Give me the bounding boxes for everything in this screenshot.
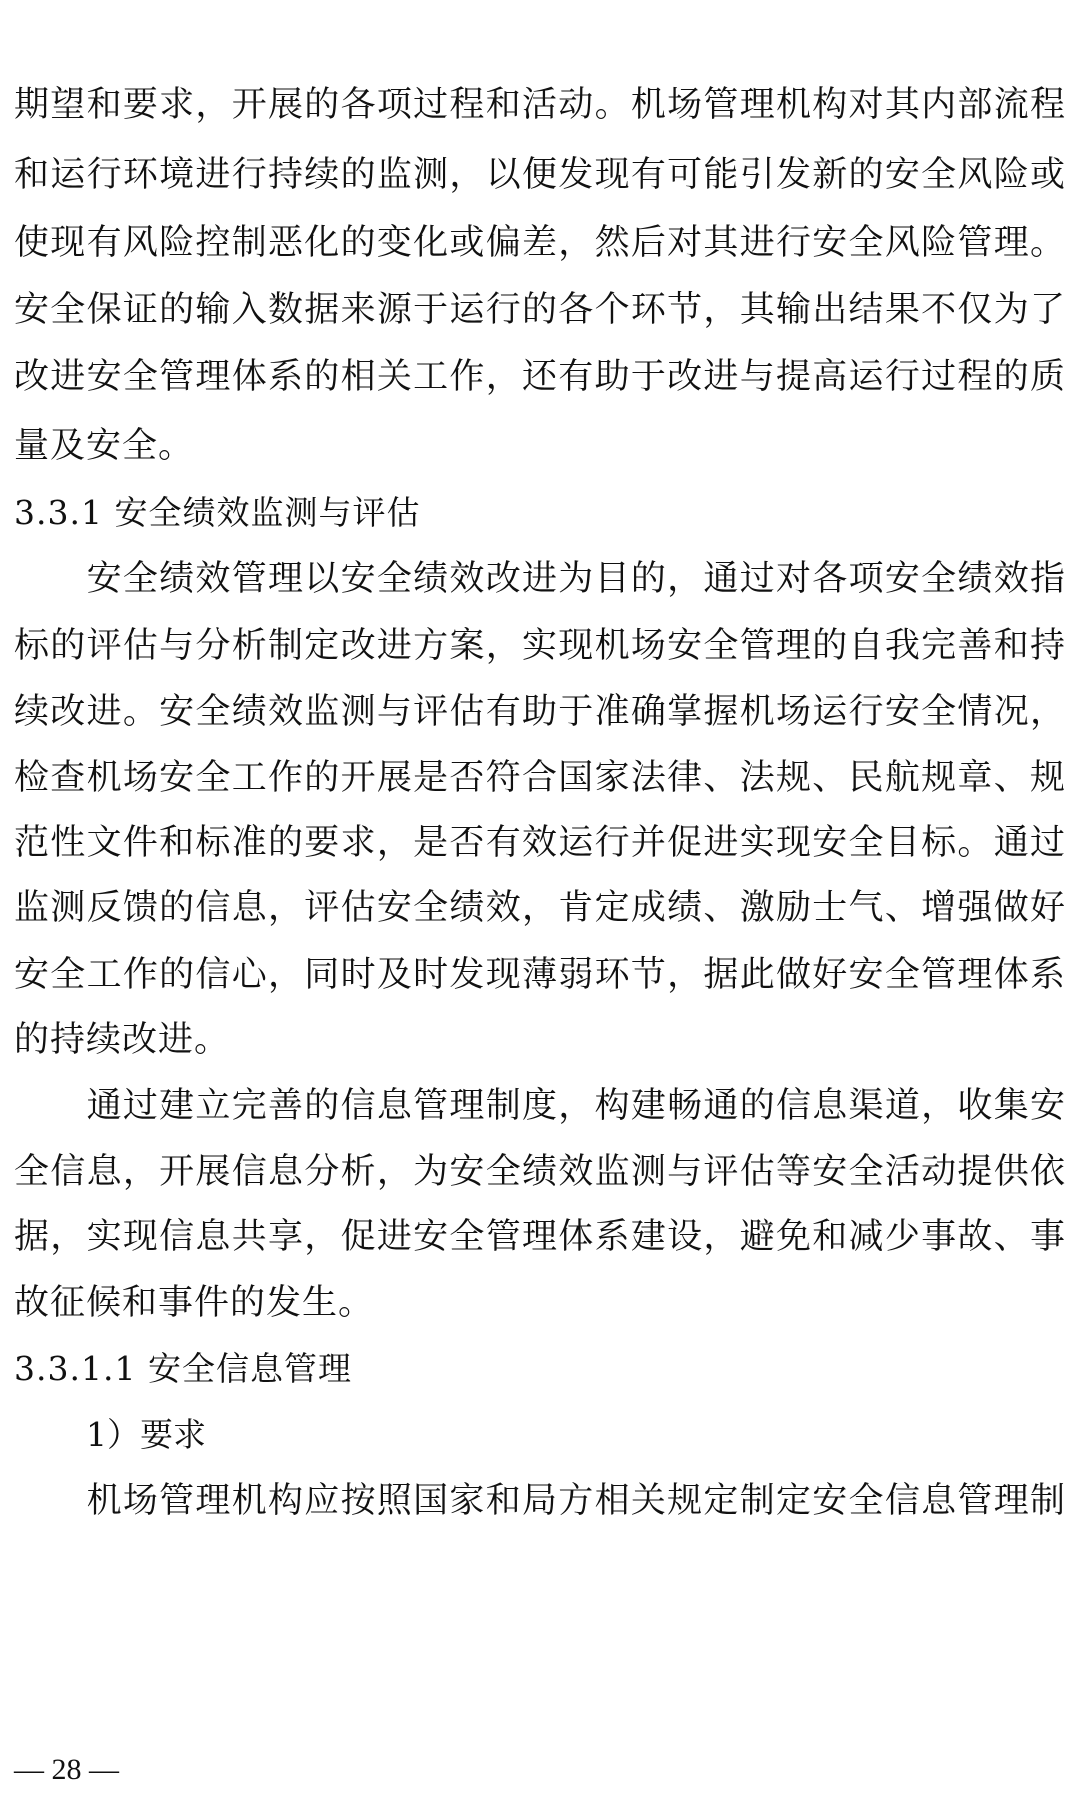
- paragraph-1-line-3: 使现有风险控制恶化的变化或偏差，然后对其进行安全风险管理。: [14, 223, 1066, 263]
- paragraph-1-line-6: 量及安全。: [14, 426, 195, 466]
- paragraph-1-line-4: 安全保证的输入数据来源于运行的各个环节，其输出结果不仅为了: [14, 290, 1066, 330]
- paragraph-1-line-2: 和运行环境进行持续的监测，以便发现有可能引发新的安全风险或: [14, 155, 1066, 195]
- paragraph-1-line-5: 改进安全管理体系的相关工作，还有助于改进与提高运行过程的质: [14, 357, 1066, 397]
- paragraph-2-line-4: 检查机场安全工作的开展是否符合国家法律、法规、民航规章、规: [14, 758, 1066, 798]
- paragraph-1-line-1: 期望和要求，开展的各项过程和活动。机场管理机构对其内部流程: [14, 85, 1066, 125]
- list-item-requirements: 1）要求: [86, 1415, 206, 1454]
- section-heading-3-3-1: 3.3.1 安全绩效监测与评估: [14, 493, 421, 532]
- paragraph-3-line-2: 全信息，开展信息分析，为安全绩效监测与评估等安全活动提供依: [14, 1152, 1066, 1192]
- paragraph-2-line-6: 监测反馈的信息，评估安全绩效，肯定成绩、激励士气、增强做好: [14, 888, 1066, 928]
- page-number: — 28 —: [14, 1753, 119, 1786]
- paragraph-4-line-1: 机场管理机构应按照国家和局方相关规定制定安全信息管理制: [14, 1481, 1066, 1521]
- paragraph-2-line-5: 范性文件和标准的要求，是否有效运行并促进实现安全目标。通过: [14, 823, 1066, 863]
- paragraph-2-line-7: 安全工作的信心，同时及时发现薄弱环节，据此做好安全管理体系: [14, 955, 1066, 995]
- paragraph-3-line-1: 通过建立完善的信息管理制度，构建畅通的信息渠道，收集安: [14, 1086, 1066, 1126]
- paragraph-2-line-8: 的持续改进。: [14, 1020, 231, 1060]
- paragraph-2-line-2: 标的评估与分析制定改进方案，实现机场安全管理的自我完善和持: [14, 626, 1066, 666]
- paragraph-3-line-4: 故征候和事件的发生。: [14, 1283, 375, 1323]
- paragraph-3-line-3: 据，实现信息共享，促进安全管理体系建设，避免和减少事故、事: [14, 1217, 1066, 1257]
- section-heading-3-3-1-1: 3.3.1.1 安全信息管理: [14, 1349, 352, 1388]
- paragraph-2-line-3: 续改进。安全绩效监测与评估有助于准确掌握机场运行安全情况，: [14, 692, 1066, 732]
- paragraph-2-line-1: 安全绩效管理以安全绩效改进为目的，通过对各项安全绩效指: [14, 559, 1066, 599]
